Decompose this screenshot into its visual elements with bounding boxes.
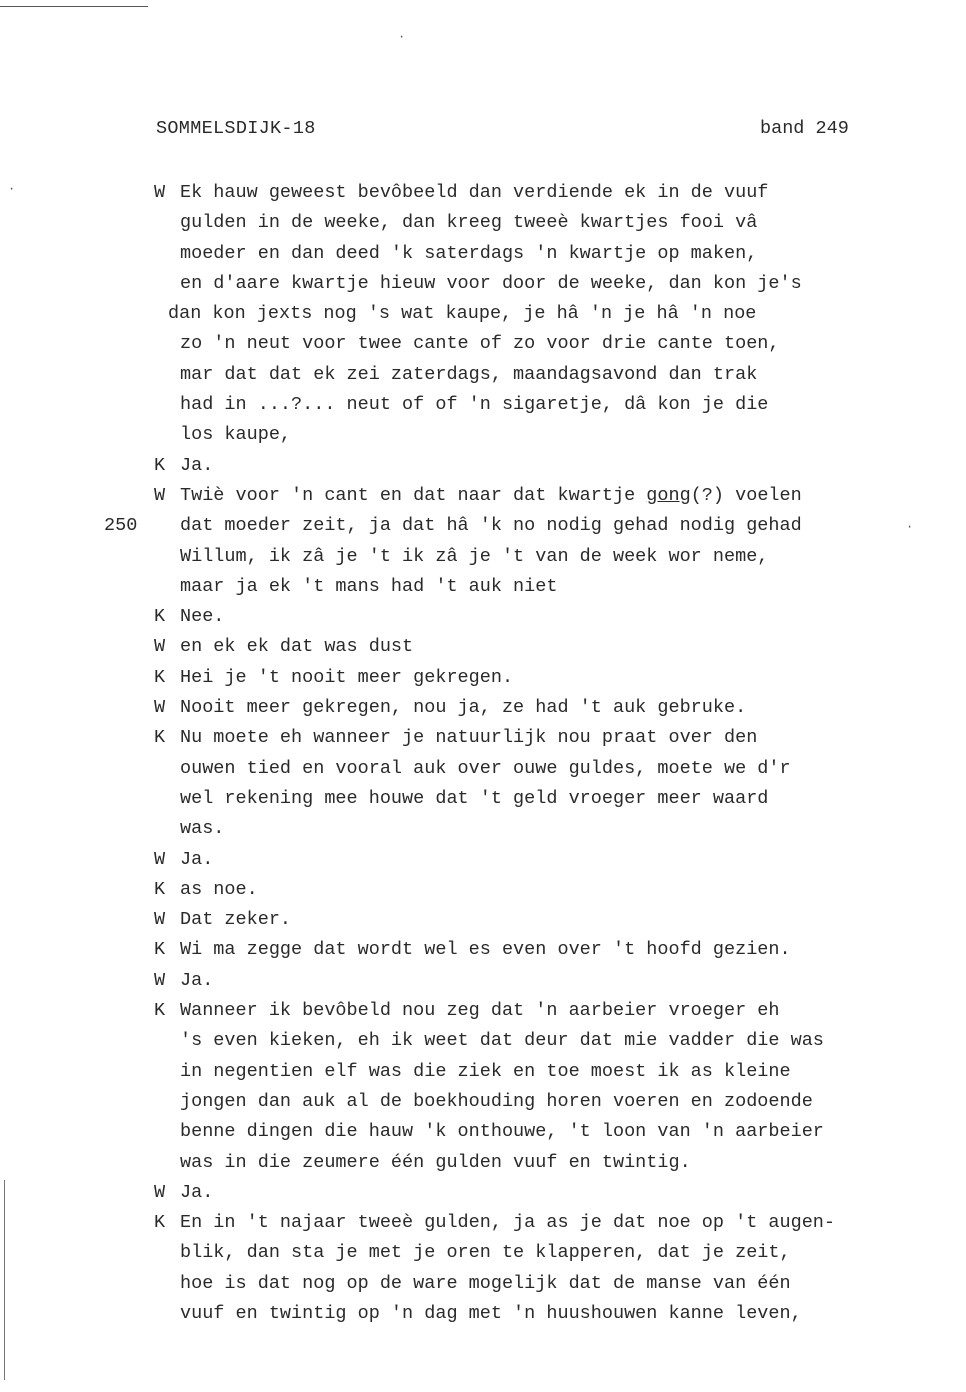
top-rule: [0, 6, 148, 7]
transcript-line: [0, 1238, 966, 1268]
transcript-line: [0, 935, 966, 965]
transcript-line: [0, 269, 966, 299]
line-text: en d'aare kwartje hieuw voor door de weeke, dan kon je's: [180, 272, 802, 294]
line-text: Willum, ik zâ je 't ik zâ je 't van de week wor neme,: [180, 545, 769, 567]
line-text: in negentien elf was die ziek en toe moest ik as kleine: [180, 1060, 791, 1082]
line-text: was in die zeumere één gulden vuuf en twintig.: [180, 1151, 691, 1173]
transcript-line: [0, 420, 966, 450]
line-text: Wanneer ik bevôbeld nou zeg dat 'n aarbeier vroeger eh: [180, 1000, 780, 1022]
speck: ·: [8, 182, 16, 196]
transcript-line: [0, 481, 966, 511]
transcript-line: [0, 1026, 966, 1056]
line-text: los kaupe,: [180, 424, 292, 446]
speaker: W: [154, 182, 166, 203]
transcript-line: [0, 208, 966, 238]
line-text: Nee.: [180, 606, 225, 628]
line-text: blik, dan sta je met je oren te klapperen, dat je zeit,: [180, 1242, 791, 1264]
transcript-line: [0, 1269, 966, 1299]
line-text: hoe is dat nog op de ware mogelijk dat de manse van één: [180, 1272, 791, 1294]
speaker: W: [154, 969, 166, 991]
transcript-line: [0, 1117, 966, 1147]
line-text: moeder en dan deed 'k saterdags 'n kwartje op maken,: [180, 242, 758, 264]
transcript-line: [0, 1299, 966, 1329]
transcript-line: [0, 1208, 966, 1238]
speaker: W: [154, 697, 166, 719]
transcript-line: [0, 814, 966, 844]
speck: ·: [398, 30, 406, 44]
line-text: Dat zeker.: [180, 909, 292, 931]
speaker: K: [154, 454, 166, 476]
transcript-line: [0, 299, 966, 329]
line-text: Wi ma zegge dat wordt wel es even over 't hoofd gezien.: [180, 939, 791, 961]
speaker: K: [154, 727, 166, 749]
transcript-lines: [0, 178, 966, 1329]
line-text: En in 't najaar tweeè gulden, ja as je dat noe op 't augen-: [180, 1212, 836, 1234]
transcript-line: [0, 845, 966, 875]
header-title: SOMMELSDIJK-18: [156, 118, 316, 139]
speaker: K: [154, 1000, 166, 1022]
line-text: Ja.: [180, 1181, 214, 1203]
transcript-line: [0, 875, 966, 905]
transcript-line: [0, 572, 966, 602]
line-text: zo 'n neut voor twee cante of zo voor drie cante toen,: [180, 333, 780, 355]
transcript-line: [0, 693, 966, 723]
transcript-line: [0, 1178, 966, 1208]
line-text-part: (?) voelen: [690, 484, 802, 506]
transcript-line: [0, 754, 966, 784]
transcript-line: [0, 329, 966, 359]
transcript-line: [0, 390, 966, 420]
transcript-line: [0, 542, 966, 572]
line-text: jongen dan auk al de boekhouding horen voeren en zodoende: [180, 1090, 813, 1112]
tape-counter: 250: [104, 515, 138, 537]
speaker: K: [154, 939, 166, 961]
transcript-line: [0, 1087, 966, 1117]
transcript-line: [0, 632, 966, 662]
speaker: W: [154, 636, 166, 658]
line-text: vuuf en twintig op 'n dag met 'n huushouwen kanne leven,: [180, 1302, 802, 1324]
line-text: gulden in de weeke, dan kreeg tweeè kwartjes fooi vâ: [180, 212, 758, 234]
transcript-line: [0, 1057, 966, 1087]
line-text-part: Twiè voor 'n cant en dat naar dat kwartje: [180, 484, 647, 506]
line-text: Nu moete eh wanneer je natuurlijk nou praat over den: [180, 727, 758, 749]
transcript-line: [0, 905, 966, 935]
speaker: W: [154, 1181, 166, 1203]
transcript-line: [0, 996, 966, 1026]
transcript-line: [0, 178, 966, 208]
line-text: 's even kieken, eh ik weet dat deur dat mie vadder die was: [180, 1030, 824, 1052]
underlined-word: gong: [646, 484, 691, 506]
transcript-line: [0, 239, 966, 269]
line-text: had in ...?... neut of of 'n sigaretje, dâ kon je die: [180, 394, 769, 416]
speaker: W: [154, 909, 166, 931]
line-text: maar ja ek 't mans had 't auk niet: [180, 575, 558, 597]
line-text: Ja.: [180, 969, 214, 991]
line-text: dat moeder zeit, ja dat hâ 'k no nodig gehad nodig gehad: [180, 515, 802, 537]
speaker: K: [154, 878, 166, 900]
line-text: ouwen tied en vooral auk over ouwe guldes, moete we d'r: [180, 757, 791, 779]
line-text: Nooit meer gekregen, nou ja, ze had 't auk gebruke.: [180, 697, 747, 719]
line-text: Hei je 't nooit meer gekregen.: [180, 666, 514, 688]
speaker: W: [154, 848, 166, 870]
line-text: Ek hauw geweest bevôbeeld dan verdiende ek in de vuuf: [180, 182, 769, 203]
transcript-line: [0, 723, 966, 753]
line-text: dan kon jexts nog 's wat kaupe, je hâ 'n je hâ 'n noe: [168, 303, 757, 325]
transcript-line: [0, 1148, 966, 1178]
speck: ·: [906, 520, 914, 534]
transcript-line: [0, 966, 966, 996]
line-text: Ja.: [180, 848, 214, 870]
line-text: was.: [180, 818, 225, 840]
speaker: K: [154, 1212, 166, 1234]
header-band: band 249: [760, 118, 849, 139]
line-text: as noe.: [180, 878, 258, 900]
line-text: benne dingen die hauw 'k onthouwe, 't loon van 'n aarbeier: [180, 1121, 824, 1143]
speaker: W: [154, 484, 166, 506]
transcript-line: [0, 451, 966, 481]
line-text: [180, 481, 802, 511]
transcript-line: [0, 360, 966, 390]
transcript-line: [0, 663, 966, 693]
line-text: Ja.: [180, 454, 214, 476]
speaker: K: [154, 666, 166, 688]
transcript-line: [0, 784, 966, 814]
line-text: mar dat dat ek zei zaterdags, maandagsavond dan trak: [180, 363, 758, 385]
line-text: wel rekening mee houwe dat 't geld vroeger meer waard: [180, 787, 769, 809]
transcript-line: [0, 511, 966, 541]
transcript-line: [0, 602, 966, 632]
line-text: en ek ek dat was dust: [180, 636, 414, 658]
speaker: K: [154, 606, 166, 628]
